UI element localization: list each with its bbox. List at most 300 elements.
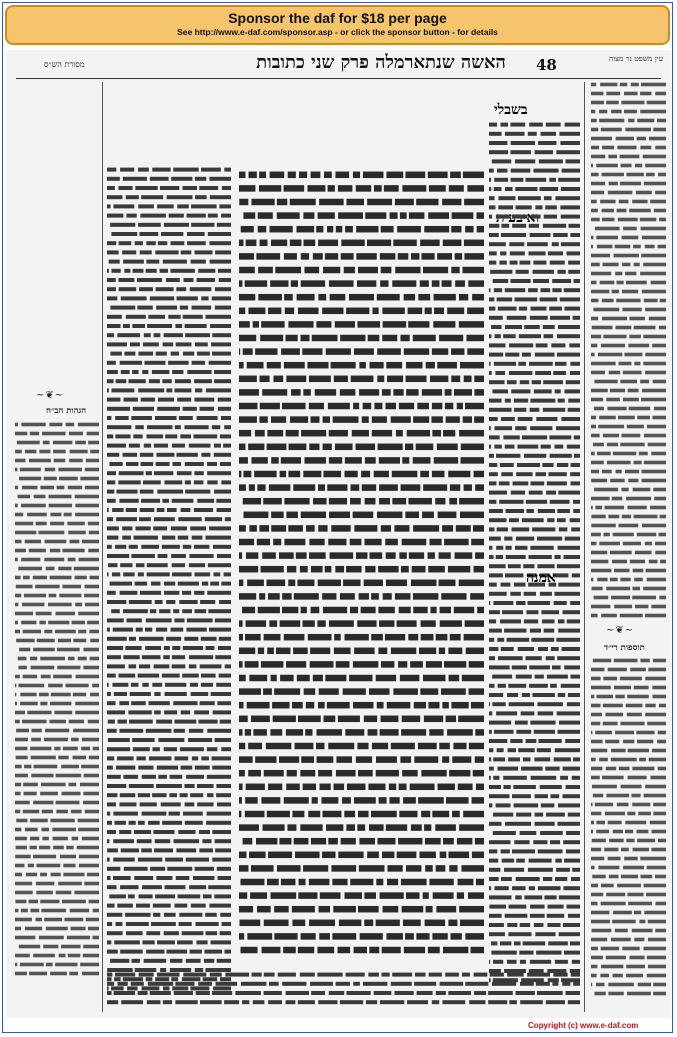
word-mark: [503, 776, 527, 780]
word-mark: [606, 893, 625, 897]
word-mark: [495, 426, 513, 430]
word-mark: [183, 973, 206, 977]
word-mark: [224, 425, 231, 429]
word-mark: [465, 933, 484, 940]
word-mark: [328, 838, 338, 845]
word-mark: [44, 738, 68, 742]
word-mark: [319, 933, 330, 940]
word-mark: [120, 793, 135, 797]
word-mark: [520, 831, 537, 835]
word-mark: [267, 648, 274, 655]
word-mark: [243, 498, 261, 505]
word-mark: [634, 911, 641, 915]
word-mark: [603, 263, 619, 267]
word-mark: [266, 580, 285, 587]
word-mark: [592, 929, 612, 933]
word-mark: [177, 398, 191, 402]
word-mark: [346, 199, 364, 206]
word-mark: [626, 497, 651, 501]
word-mark: [150, 991, 171, 995]
word-mark: [505, 325, 522, 329]
word-mark: [496, 555, 503, 559]
word-mark: [149, 379, 160, 383]
word-mark: [513, 481, 529, 485]
word-mark: [591, 236, 593, 240]
word-mark: [620, 380, 637, 384]
page-number: 48: [536, 56, 557, 74]
word-mark: [209, 526, 231, 530]
word-mark: [138, 674, 159, 678]
word-mark: [129, 821, 136, 825]
word-mark: [107, 434, 113, 438]
word-mark: [239, 348, 240, 355]
word-mark: [464, 484, 472, 491]
sponsor-banner[interactable]: [5, 5, 670, 45]
word-mark: [351, 376, 374, 383]
word-mark: [176, 876, 190, 880]
word-mark: [59, 594, 81, 598]
word-mark: [642, 389, 666, 393]
word-mark: [133, 434, 142, 438]
word-mark: [319, 784, 330, 791]
word-mark: [491, 325, 501, 329]
word-mark: [543, 224, 566, 228]
word-mark: [444, 539, 469, 546]
word-mark: [225, 517, 231, 521]
word-mark: [509, 905, 527, 909]
word-mark: [386, 580, 407, 587]
word-mark: [83, 792, 99, 796]
word-mark: [83, 801, 99, 805]
word-mark: [547, 675, 568, 679]
word-mark: [107, 991, 112, 995]
word-mark: [259, 593, 265, 600]
word-mark: [340, 593, 355, 600]
word-mark: [154, 517, 175, 521]
word-mark: [543, 325, 555, 329]
word-mark: [489, 491, 507, 495]
word-mark: [560, 776, 568, 780]
word-mark: [531, 638, 554, 642]
word-mark: [515, 297, 538, 301]
word-mark: [518, 647, 534, 651]
word-mark: [544, 334, 554, 338]
word-mark: [107, 508, 109, 512]
word-mark: [489, 233, 499, 237]
word-mark: [115, 922, 122, 926]
word-mark: [209, 904, 231, 908]
word-mark: [118, 480, 140, 484]
word-mark: [279, 838, 291, 845]
word-mark: [489, 748, 493, 752]
word-mark: [357, 824, 365, 831]
word-mark: [142, 885, 162, 889]
word-mark: [107, 453, 119, 457]
word-mark: [551, 647, 559, 651]
word-mark: [379, 484, 398, 491]
word-mark: [255, 348, 277, 355]
word-mark: [46, 963, 53, 967]
sponsor-title: Sponsor the daf for $18 per page: [228, 10, 447, 26]
word-mark: [309, 403, 324, 410]
word-mark: [341, 240, 364, 247]
word-mark: [489, 711, 492, 715]
word-mark: [379, 498, 390, 505]
word-mark: [469, 1000, 485, 1004]
word-mark: [354, 648, 374, 655]
word-mark: [40, 486, 54, 490]
word-mark: [450, 172, 461, 179]
word-mark: [195, 766, 210, 770]
word-mark: [239, 172, 245, 179]
word-mark: [129, 784, 154, 788]
word-mark: [150, 296, 174, 300]
word-mark: [597, 578, 607, 582]
word-mark: [79, 864, 99, 868]
word-mark: [452, 212, 474, 219]
word-mark: [533, 270, 554, 274]
word-mark: [459, 321, 484, 328]
word-mark: [628, 389, 639, 393]
word-mark: [153, 913, 160, 917]
word-mark: [284, 362, 305, 369]
word-mark: [191, 692, 209, 696]
word-mark: [637, 119, 654, 123]
word-mark: [271, 525, 286, 532]
word-mark: [340, 335, 365, 342]
word-mark: [570, 472, 580, 476]
word-mark: [107, 195, 122, 199]
word-mark: [645, 677, 666, 681]
word-mark: [356, 185, 371, 192]
word-mark: [456, 525, 471, 532]
word-mark: [282, 982, 306, 986]
word-mark: [319, 199, 344, 206]
word-mark: [221, 480, 231, 484]
word-mark: [640, 272, 666, 276]
word-mark: [372, 430, 392, 437]
word-mark: [424, 226, 449, 233]
word-mark: [489, 932, 505, 936]
word-mark: [15, 891, 33, 895]
word-mark: [117, 904, 133, 908]
word-mark: [182, 591, 191, 595]
word-mark: [434, 294, 456, 301]
word-mark: [461, 865, 484, 872]
word-mark: [497, 638, 504, 642]
word-mark: [644, 911, 666, 915]
word-mark: [73, 756, 86, 760]
word-mark: [382, 852, 394, 859]
word-mark: [111, 232, 137, 236]
word-mark: [621, 488, 628, 492]
word-mark: [212, 296, 231, 300]
word-mark: [329, 280, 354, 287]
tosafot-commentary-column: [106, 165, 231, 995]
word-mark: [338, 185, 352, 192]
word-mark: [591, 533, 601, 537]
word-mark: [536, 343, 548, 347]
word-mark: [530, 426, 552, 430]
word-mark: [378, 648, 387, 655]
word-mark: [107, 214, 123, 218]
word-mark: [107, 296, 117, 300]
word-mark: [489, 647, 498, 651]
word-mark: [218, 876, 231, 880]
word-mark: [511, 169, 531, 173]
word-mark: [267, 444, 287, 451]
word-mark: [147, 324, 172, 328]
word-mark: [212, 991, 232, 995]
word-mark: [129, 664, 137, 668]
word-mark: [436, 634, 448, 641]
word-mark: [332, 879, 347, 886]
word-mark: [558, 399, 565, 403]
word-mark: [298, 308, 319, 315]
word-mark: [211, 342, 231, 346]
word-mark: [622, 263, 630, 267]
word-mark: [219, 637, 231, 641]
word-mark: [207, 591, 231, 595]
word-mark: [449, 498, 457, 505]
word-mark: [429, 185, 446, 192]
sponsor-subtitle[interactable]: See http://www.e-daf.com/sponsor.asp - or click the sponsor button - for details: [177, 27, 498, 37]
word-mark: [298, 947, 314, 954]
word-mark: [137, 839, 152, 843]
word-mark: [138, 821, 145, 825]
word-mark: [473, 525, 484, 532]
word-mark: [591, 767, 602, 771]
word-mark: [213, 710, 231, 714]
word-mark: [653, 380, 666, 384]
word-mark: [107, 241, 116, 245]
word-mark: [640, 92, 651, 96]
word-mark: [571, 481, 580, 485]
word-mark: [595, 803, 613, 807]
word-mark: [34, 495, 46, 499]
word-mark: [541, 132, 557, 136]
word-mark: [460, 512, 484, 519]
word-mark: [15, 918, 32, 922]
word-mark: [376, 920, 400, 927]
word-mark: [535, 794, 548, 798]
word-mark: [632, 803, 650, 807]
word-mark: [494, 886, 508, 890]
word-mark: [526, 178, 547, 182]
word-mark: [132, 738, 154, 742]
word-mark: [641, 83, 666, 87]
word-mark: [350, 498, 361, 505]
word-mark: [542, 619, 555, 623]
word-mark: [201, 683, 213, 687]
word-mark: [192, 306, 212, 310]
word-mark: [630, 956, 645, 960]
word-mark: [526, 500, 547, 504]
word-mark: [418, 797, 444, 804]
word-mark: [187, 618, 213, 622]
word-mark: [300, 973, 315, 977]
word-mark: [263, 498, 282, 505]
word-mark: [591, 398, 603, 402]
word-mark: [313, 253, 323, 260]
word-mark: [87, 873, 99, 877]
word-mark: [489, 629, 502, 633]
word-mark: [107, 618, 124, 622]
word-mark: [175, 982, 194, 986]
word-mark: [282, 593, 291, 600]
word-mark: [648, 965, 666, 969]
word-mark: [304, 267, 319, 274]
word-mark: [566, 785, 580, 789]
word-mark: [284, 498, 309, 505]
word-mark: [15, 909, 19, 913]
word-mark: [469, 688, 484, 695]
word-mark: [322, 811, 341, 818]
word-mark: [489, 518, 506, 522]
word-mark: [207, 793, 213, 797]
word-mark: [15, 486, 18, 490]
word-mark: [175, 425, 181, 429]
word-mark: [544, 895, 556, 899]
word-mark: [597, 695, 613, 699]
word-mark: [214, 894, 231, 898]
word-mark: [416, 199, 438, 206]
word-mark: [172, 572, 192, 576]
word-mark: [286, 784, 300, 791]
word-mark: [620, 677, 642, 681]
word-mark: [154, 471, 173, 475]
word-mark: [329, 457, 342, 464]
word-mark: [49, 594, 57, 598]
rashi-commentary-column: [488, 120, 580, 990]
word-mark: [168, 361, 188, 365]
word-mark: [636, 191, 652, 195]
word-mark: [208, 232, 231, 236]
word-mark: [36, 612, 52, 616]
word-mark: [518, 196, 541, 200]
word-mark: [643, 155, 666, 159]
word-mark: [399, 811, 417, 818]
word-mark: [278, 973, 296, 977]
word-mark: [458, 784, 473, 791]
gemara-main-column: [238, 168, 484, 968]
word-mark: [395, 593, 411, 600]
word-mark: [647, 974, 666, 978]
word-mark: [164, 646, 170, 650]
word-mark: [508, 932, 531, 936]
word-mark: [183, 278, 193, 282]
word-mark: [183, 407, 197, 411]
word-mark: [208, 214, 218, 218]
word-mark: [547, 481, 567, 485]
word-mark: [628, 902, 652, 906]
word-mark: [61, 765, 79, 769]
word-mark: [113, 839, 134, 843]
word-mark: [121, 1000, 143, 1004]
word-mark: [622, 515, 631, 519]
word-mark: [401, 484, 421, 491]
word-mark: [74, 567, 99, 571]
word-mark: [27, 513, 47, 517]
word-mark: [566, 831, 580, 835]
word-mark: [48, 621, 69, 625]
word-mark: [317, 756, 334, 763]
word-mark: [138, 388, 164, 392]
word-mark: [58, 468, 82, 472]
word-mark: [210, 973, 222, 977]
word-mark: [44, 558, 64, 562]
word-mark: [55, 630, 76, 634]
word-mark: [591, 389, 608, 393]
word-mark: [548, 941, 568, 945]
bottom-commentary-block: [106, 970, 580, 1014]
word-mark: [175, 324, 182, 328]
word-mark: [162, 545, 180, 549]
word-mark: [611, 749, 626, 753]
word-mark: [557, 564, 580, 568]
word-mark: [364, 892, 376, 899]
word-mark: [239, 471, 241, 478]
word-mark: [203, 894, 212, 898]
word-mark: [525, 656, 541, 660]
word-mark: [537, 537, 562, 541]
word-mark: [15, 594, 21, 598]
word-mark: [434, 457, 458, 464]
word-mark: [112, 683, 128, 687]
word-mark: [221, 747, 231, 751]
word-mark: [463, 267, 484, 274]
word-mark: [598, 353, 622, 357]
word-mark: [124, 269, 130, 273]
word-mark: [108, 720, 115, 724]
word-mark: [655, 542, 666, 546]
word-mark: [117, 756, 134, 760]
word-mark: [618, 218, 638, 222]
word-mark: [568, 408, 580, 412]
word-mark: [503, 435, 519, 439]
word-mark: [493, 601, 513, 605]
word-mark: [41, 909, 66, 913]
word-mark: [114, 821, 125, 825]
word-mark: [609, 182, 618, 186]
word-mark: [75, 441, 86, 445]
word-mark: [432, 811, 449, 818]
word-mark: [345, 634, 369, 641]
word-mark: [645, 542, 652, 546]
word-mark: [119, 802, 136, 806]
word-mark: [165, 434, 177, 438]
word-mark: [165, 692, 187, 696]
word-mark: [538, 739, 561, 743]
word-mark: [404, 348, 429, 355]
word-mark: [420, 688, 438, 695]
word-mark: [33, 576, 47, 580]
word-mark: [301, 253, 309, 260]
word-mark: [178, 582, 199, 586]
word-mark: [591, 119, 597, 123]
word-mark: [561, 417, 580, 421]
word-mark: [249, 484, 255, 491]
word-mark: [538, 849, 563, 853]
word-mark: [521, 767, 543, 771]
word-mark: [643, 335, 666, 339]
word-mark: [201, 168, 221, 172]
word-mark: [179, 913, 202, 917]
word-mark: [500, 251, 506, 255]
word-mark: [591, 209, 598, 213]
word-mark: [645, 704, 655, 708]
word-mark: [219, 278, 231, 282]
